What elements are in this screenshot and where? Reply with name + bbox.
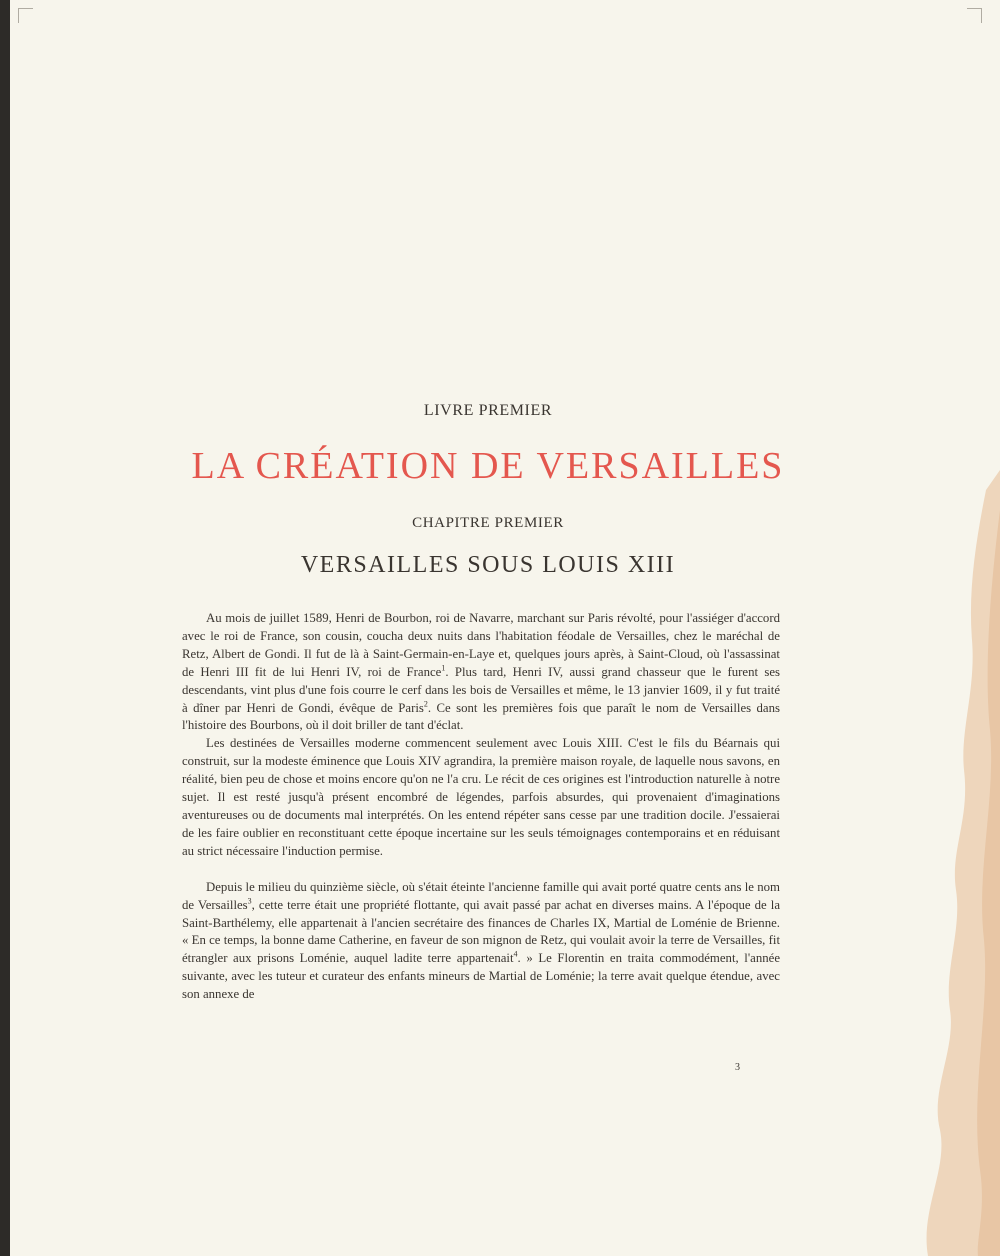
crop-mark-left — [18, 8, 33, 23]
footnote-ref-2: 2 — [423, 699, 428, 709]
body-text — [182, 610, 780, 1004]
paragraph-2: Les destinées de Versailles moderne commencent seulement avec Louis XIII. C'est le fils du Béarnais qui construit, sur la modeste éminence que Louis XIV agrandira, la première maison royale, de laquelle nous savons, en réalité, bien peu de chose et moins encore qu'on ne l'a cru. Le récit de ces origines est l'introduction naturelle à notre sujet. Il est resté jusqu'à présent encombré de légendes, parfois absurdes, qui provenaient d'imaginations aventureuses ou de documents mal interprétés. On les entend répéter sans cesse par une tradition docile. J'essaierai de les faire oublier en reconstituant cette époque incertaine sur les seuls témoignages contemporains et en réduisant au strict nécessaire l'induction permise. — [182, 736, 780, 858]
paragraph-1-part-1: Au mois de juillet 1589, Henri de Bourbon, roi de Navarre, marchant sur Paris révolté, pour l'assiéger d'accord avec le roi de France, son cousin, coucha deux nuits dans l'habitation féodale de Versailles, chez le maréchal de Retz, Albert de Gondi. Il fut de là à Saint-Germain-en-Laye et, quelques jours après, à Saint-Cloud, où l'assassinat de Henri III fit de lui Henri IV, roi de France — [182, 611, 780, 679]
crop-mark-right — [967, 8, 982, 23]
paragraph-3-part-2: , cette terre était une propriété flottante, qui avait passé par achat en diverses mains. A l'époque de la Saint-Barthélemy, elle appartenait à l'ancien secrétaire des finances de Charles IX, Martial de Loménie de Brienne. « En ce temps, la bonne dame Catherine, en faveur de son mignon de Retz, qui voulait avoir la terre de Versailles, fit étrangler aux prisons Loménie, auquel ladite terre appartenait — [182, 897, 780, 966]
book-heading: LIVRE PREMIER — [423, 402, 553, 419]
footnote-ref-4: 4 — [513, 950, 518, 960]
paragraph-3 — [182, 879, 780, 1004]
main-title: LA CRÉATION DE VERSAILLES — [191, 445, 785, 487]
water-stain — [800, 470, 1000, 1256]
paragraph-3-part-3: . » Le Florentin en traita commodément, l'année suivante, avec les tuteur et curateur des enfants mineurs de Martial de Loménie; la terre avait quelque étendue, avec son annexe de — [182, 951, 780, 1002]
chapter-title: VERSAILLES SOUS LOUIS XIII — [300, 552, 676, 578]
footnote-ref-1: 1 — [441, 663, 446, 673]
paragraph-3-part-1: Depuis le milieu du quinzième siècle, où s'était éteinte l'ancienne famille qui avait porté quatre cents ans le nom de Versailles — [182, 879, 780, 912]
book-binding-edge — [0, 0, 10, 1256]
paragraph-1-part-2: . Plus tard, Henri IV, aussi grand chasseur que le furent ses descendants, vint plus d'une fois courre le cerf dans les bois de Versailles et même, le 13 janvier 1609, il y fut traité à dîner par Henri de Gondi, évêque de Paris — [182, 664, 780, 715]
footnote-ref-3: 3 — [247, 896, 252, 906]
page-number: 3 — [735, 1062, 740, 1073]
paragraph-1 — [182, 610, 780, 735]
chapter-heading: CHAPITRE PREMIER — [412, 515, 564, 531]
paragraph-1-part-3: . Ce sont les premières fois que paraît le nom de Versailles dans l'histoire des Bourbons, où il doit briller de tant d'éclat. — [182, 700, 780, 733]
